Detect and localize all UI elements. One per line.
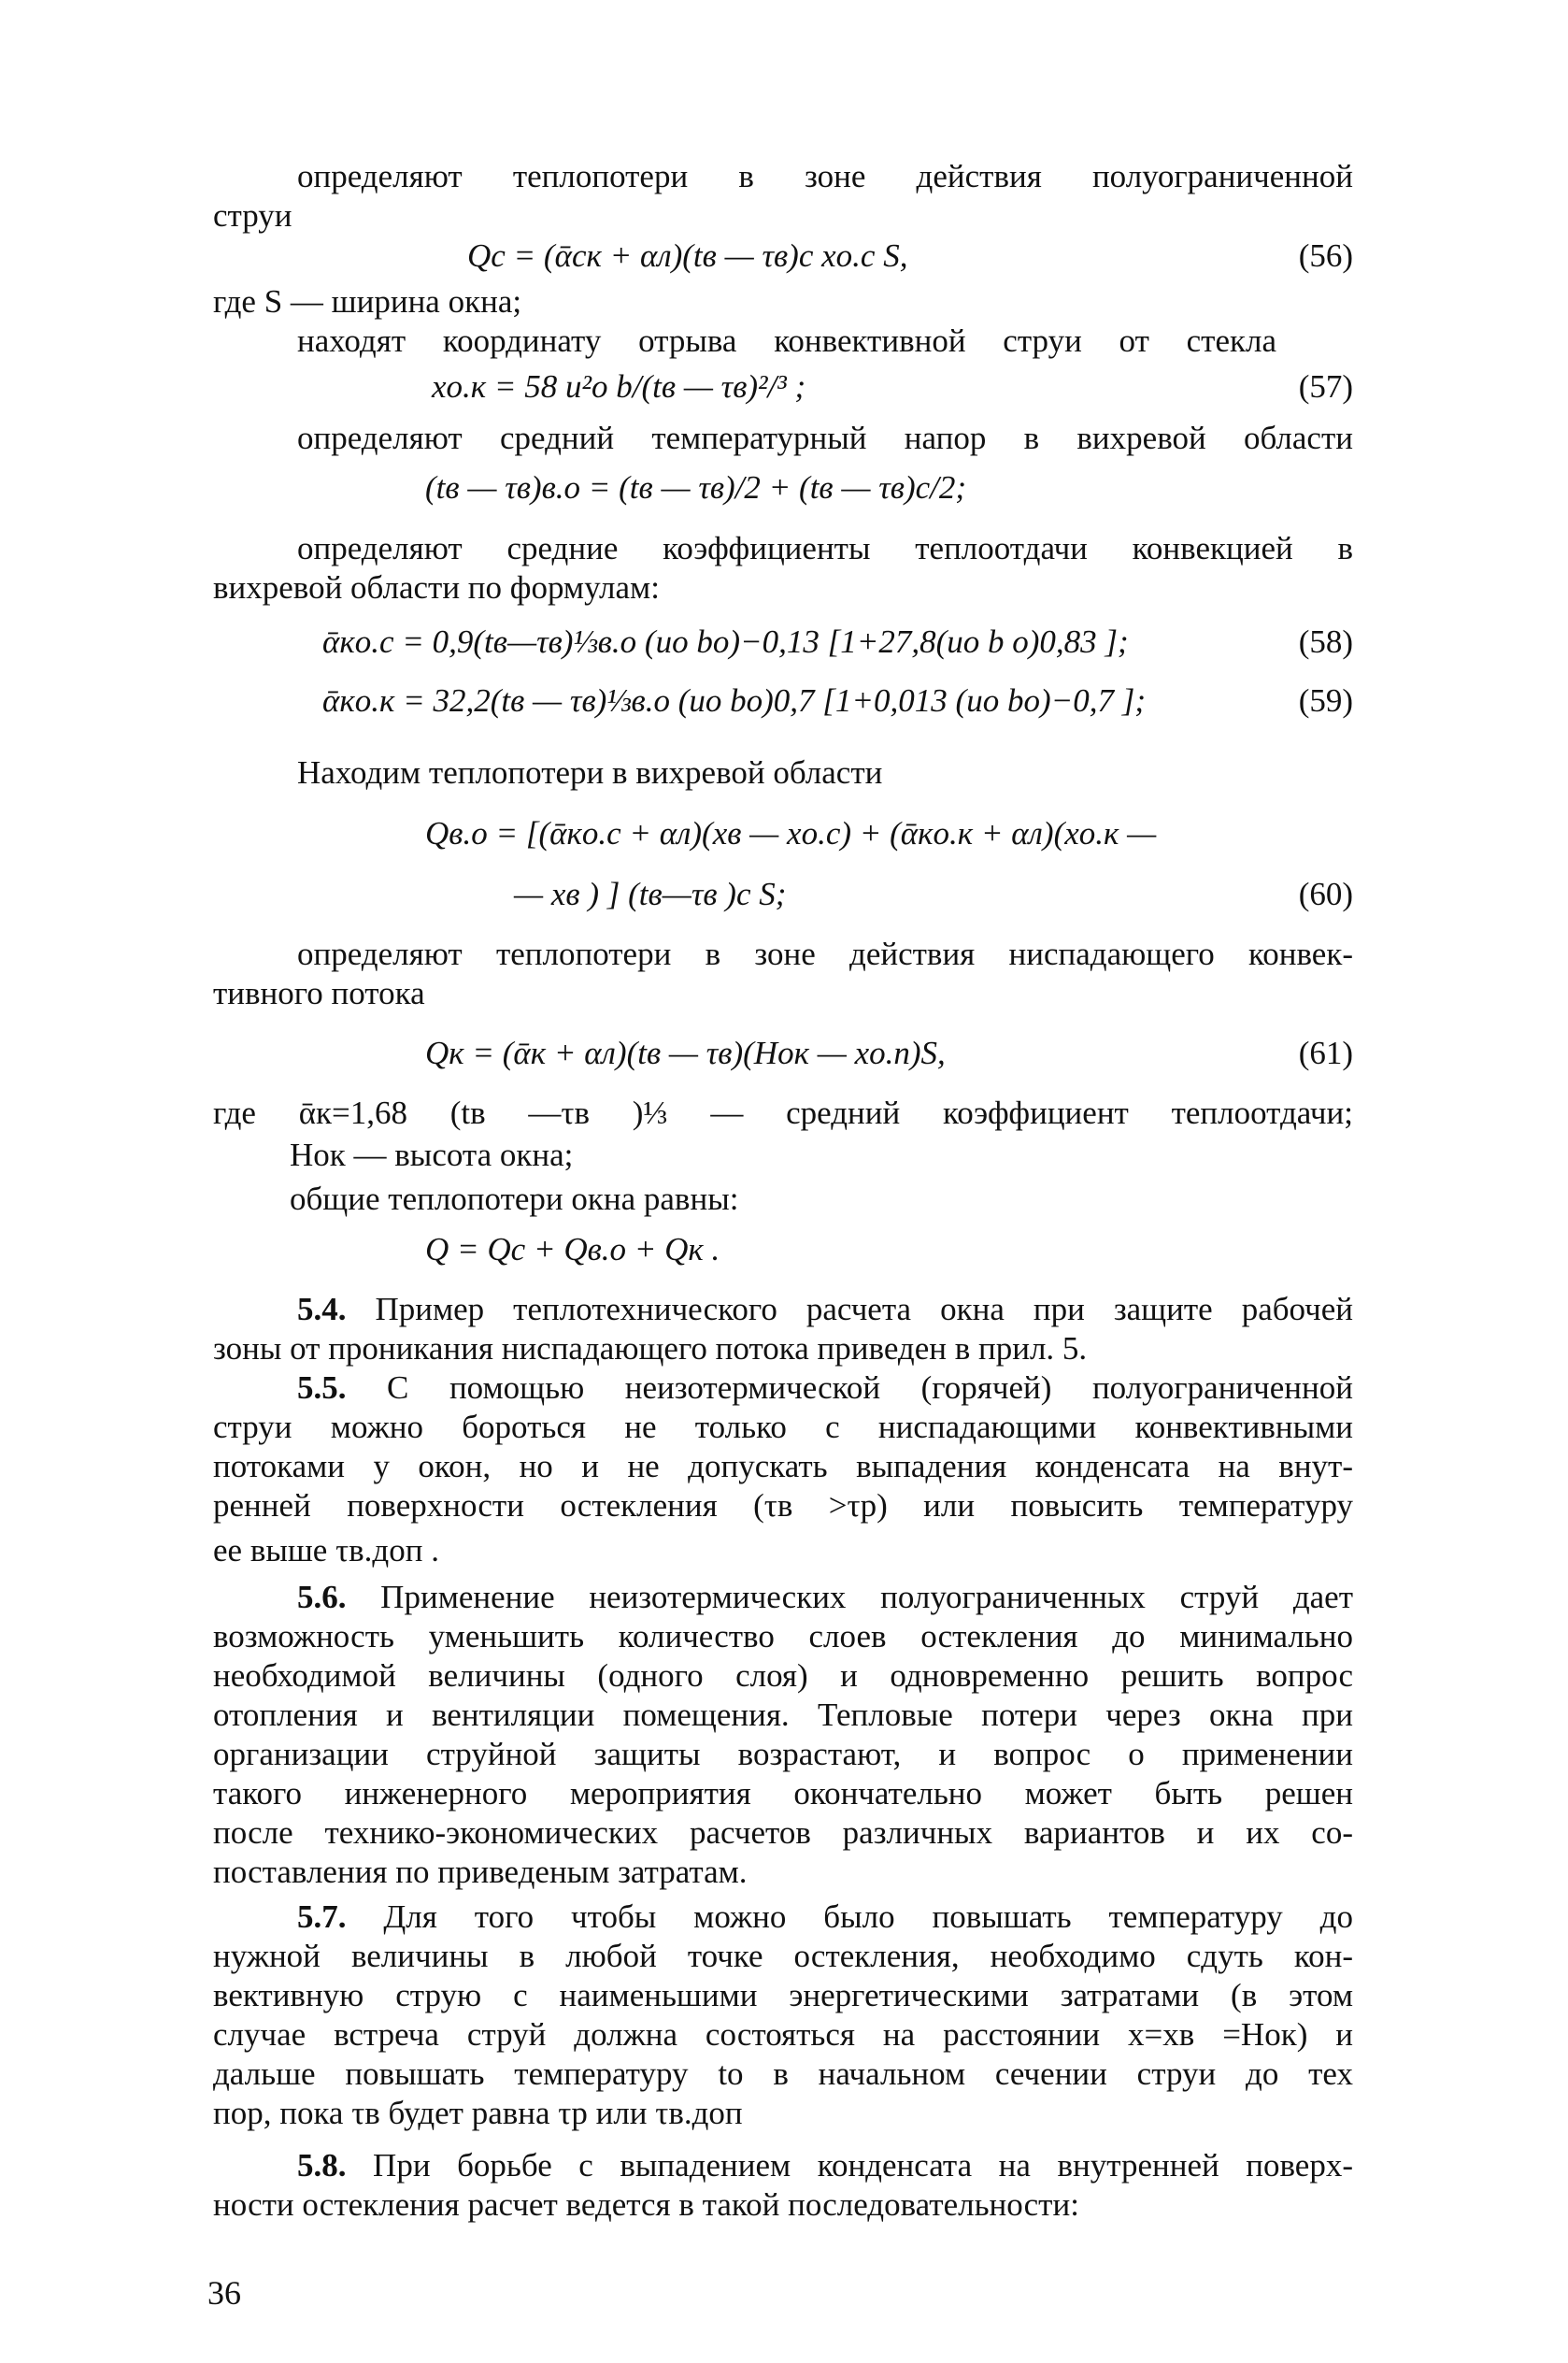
paragraph-5-6-line: после технико-экономических расчетов различных вариантов и их со- [213, 1814, 1353, 1851]
paragraph-5-5-line: ренней поверхности остекления (τв >τр) или повысить температуру [213, 1487, 1353, 1524]
paragraph-5-6-line: организации струйной защиты возрастают, и вопрос о применении [213, 1736, 1353, 1772]
paragraph-5-6-line: отопления и вентиляции помещения. Тепловые потери через окна при [213, 1697, 1353, 1733]
text-line: определяют теплопотери в зоне действия ниспадающего конвек- [297, 936, 1353, 972]
text-line: Hок — высота окна; [290, 1137, 574, 1173]
equation-number-57: (57) [1298, 368, 1353, 405]
paragraph-5-4-line [297, 1290, 1353, 1329]
equation-number-59: (59) [1298, 682, 1353, 719]
paragraph-5-5-line: струи можно бороться не только с ниспадающими конвективными [213, 1409, 1353, 1445]
text-line: определяют средний температурный напор в вихревой области [297, 420, 1353, 456]
text-line: определяют средние коэффициенты теплоотдачи конвекцией в [297, 530, 1353, 566]
equation-58: ᾱкo.c = 0,9(tв—τв)⅓в.о (uo bo)−0,13 [1+27,8(uo b o)0,83 ]; [322, 623, 1129, 660]
text-line: Находим теплопотери в вихревой области [297, 754, 883, 791]
equation-61: Qк = (ᾱк + αл)(tв — τв)(Hок — xо.п)S, [425, 1035, 946, 1071]
equation-60-part-2: — xв ) ] (tв—τв )c S; [514, 876, 787, 912]
equation-number-56: (56) [1298, 237, 1353, 274]
paragraph-5-7-line: дальше повышать температуру to в начальном сечении струи до тех [213, 2055, 1353, 2092]
paragraph-5-8-line: ности остекления расчет ведется в такой последовательности: [213, 2186, 1079, 2223]
equation-60-part-1: Qв.о = [(ᾱкo.c + αл)(xв — xо.с) + (ᾱкo.к + αл)(xо.к — [425, 815, 1157, 852]
text-line: вихревой области по формулам: [213, 569, 660, 606]
text-run: Применение неизотермических полуограниченных струй дает [346, 1579, 1353, 1615]
paragraph-5-8-line [297, 2146, 1353, 2185]
section-number: 5.7. [297, 1898, 347, 1935]
section-number: 5.6. [297, 1579, 347, 1615]
equation-59: ᾱкo.к = 32,2(tв — τв)⅓в.о (uo bo)0,7 [1+0,013 (uo bo)−0,7 ]; [322, 682, 1146, 719]
paragraph-5-5-line: потоками у окон, но и не допускать выпадения конденсата на внут- [213, 1448, 1353, 1484]
section-number: 5.8. [297, 2147, 347, 2184]
text-line: находят координату отрыва конвективной струи от стекла [297, 322, 1276, 359]
paragraph-5-7-line: нужной величины в любой точке остекления, необходимо сдуть кон- [213, 1938, 1353, 1974]
equation-number-61: (61) [1298, 1035, 1353, 1071]
paragraph-5-6-line [297, 1578, 1353, 1617]
text-run: Пример теплотехнического расчета окна при защите рабочей [346, 1291, 1353, 1327]
paragraph-5-6-line: такого инженерного мероприятия окончательно может быть решен [213, 1775, 1353, 1812]
text-run: С помощью неизотермической (горячей) полуограниченной [346, 1369, 1353, 1406]
text-line: тивного потока [213, 975, 425, 1011]
equation-vortex-temperature: (tв — τв)в.о = (tв — τв)/2 + (tв — τв)c/2; [425, 469, 967, 506]
text-line: где ᾱк=1,68 (tв —τв )⅓ — средний коэффициент теплоотдачи; [213, 1095, 1353, 1131]
paragraph-5-7-line: пор, пока τв будет равна τр или τв.доп [213, 2095, 743, 2131]
paragraph-5-6-line: необходимой величины (одного слоя) и одновременно решить вопрос [213, 1657, 1353, 1694]
equation-number-58: (58) [1298, 623, 1353, 660]
equation-57: xо.к = 58 u²o b/(tв — τв)²/³ ; [432, 368, 806, 405]
paragraph-5-5-line [297, 1368, 1353, 1408]
text-run: Для того чтобы можно было повышать температуру до [346, 1898, 1353, 1935]
text-line: струи [213, 197, 292, 234]
paragraph-5-7-line: случае встреча струй должна состояться на расстоянии x=xв =Hок) и [213, 2016, 1353, 2053]
text-line: определяют теплопотери в зоне действия полуограниченной [297, 158, 1353, 194]
paragraph-5-4-line: зоны от проникания ниспадающего потока приведен в прил. 5. [213, 1330, 1088, 1367]
equation-number-60: (60) [1298, 876, 1353, 912]
paragraph-5-7-line [297, 1898, 1353, 1937]
text-run: При борьбе с выпадением конденсата на внутренней поверх- [346, 2147, 1353, 2184]
paragraph-5-6-line: возможность уменьшить количество слоев остекления до минимально [213, 1618, 1353, 1654]
text-line: общие теплопотери окна равны: [290, 1181, 739, 1217]
section-number: 5.4. [297, 1291, 347, 1327]
section-number: 5.5. [297, 1369, 347, 1406]
paragraph-5-6-line: поставления по приведеным затратам. [213, 1854, 748, 1890]
text-line: где S — ширина окна; [213, 283, 522, 320]
equation-total-heat-loss: Q = Qc + Qв.о + Qк . [425, 1231, 720, 1267]
page-number: 36 [207, 2274, 241, 2312]
equation-56: Qc = (ᾱcк + αл)(tв — τв)c xо.с S, [467, 237, 908, 274]
paragraph-5-5-line: ее выше τв.доп . [213, 1532, 439, 1568]
paragraph-5-7-line: вективную струю с наименьшими энергетическими затратами (в этом [213, 1977, 1353, 2013]
